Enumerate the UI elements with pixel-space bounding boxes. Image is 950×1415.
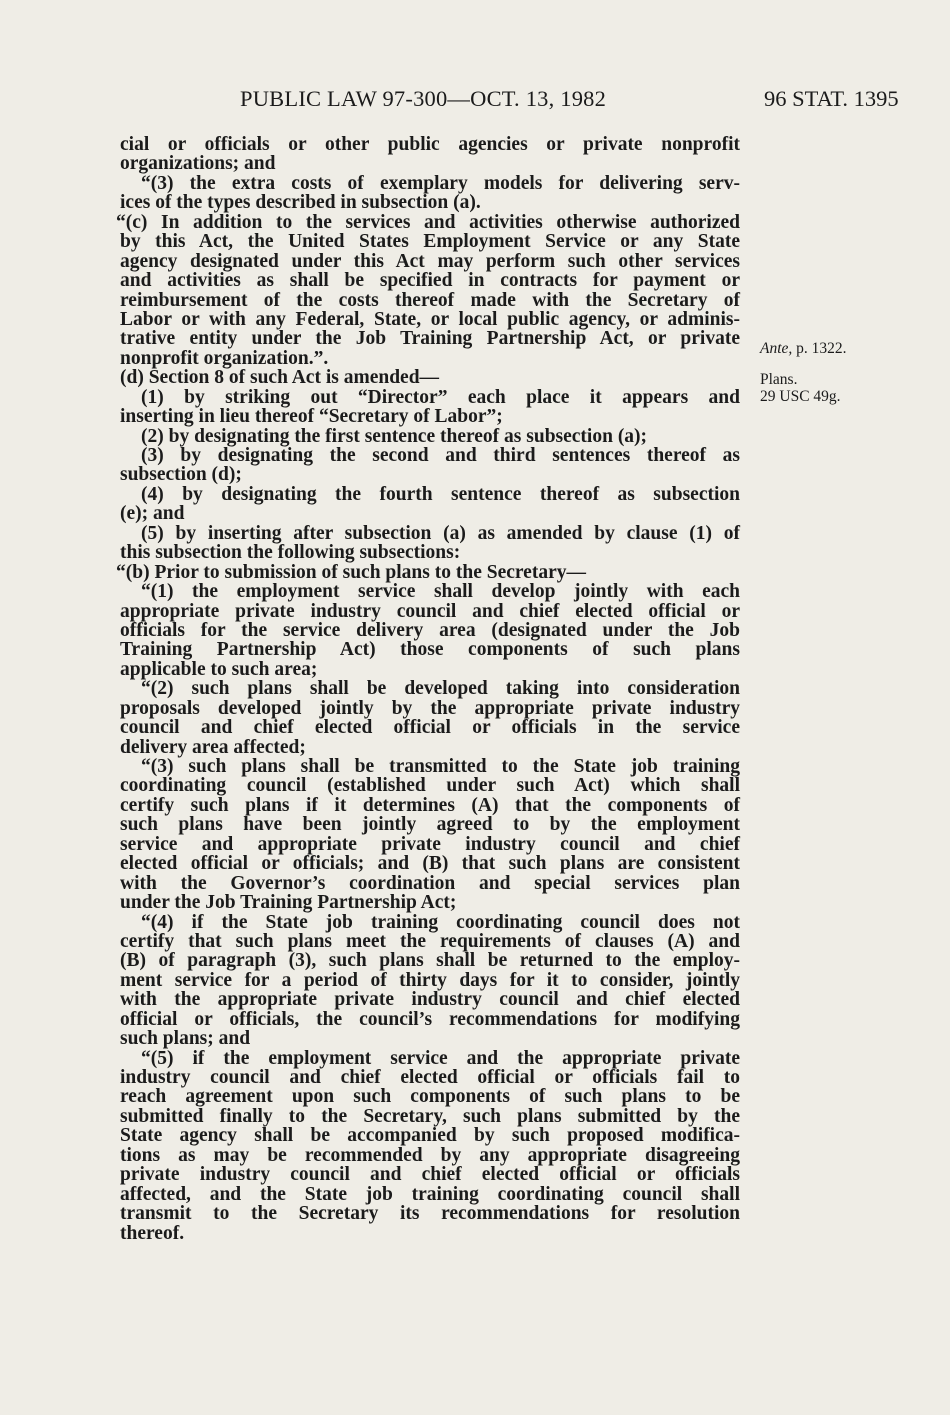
text-line: ices of the types described in subsection (a). (120, 192, 481, 214)
text-line: reimbursement of the costs thereof made with the Secretary of (120, 289, 740, 311)
text-line: (e); and (120, 503, 185, 525)
margin-note-ante-page: p. 1322. (792, 340, 847, 357)
text-line: submitted finally to the Secretary, such plans submitted by the (120, 1105, 740, 1127)
text-line: organizations; and (120, 153, 276, 175)
text-line: inserting in lieu thereof “Secretary of Labor”; (120, 406, 503, 428)
text-line: appropriate private industry council and chief elected official or (120, 600, 740, 622)
text-line: with the Governor’s coordination and special services plan (120, 872, 740, 894)
text-line: (2) by designating the first sentence thereof as subsection (a); (141, 425, 648, 447)
text-line: “(3) such plans shall be transmitted to the State job training (141, 756, 740, 777)
text-line: cial or officials or other public agencies or private nonprofit (120, 134, 740, 155)
text-line: (4) by designating the fourth sentence thereof as subsection (141, 483, 740, 505)
text-line: (B) of paragraph (3), such plans shall be returned to the employ- (120, 950, 740, 972)
text-line: such plans; and (120, 1028, 251, 1050)
text-line: official or officials, the council’s recommendations for modifying (120, 1008, 740, 1030)
running-header-title: PUBLIC LAW 97-300—OCT. 13, 1982 (240, 86, 607, 111)
text-line: “(b) Prior to submission of such plans to the Secretary— (116, 561, 586, 583)
text-line: “(1) the employment service shall develop jointly with each (141, 581, 740, 603)
text-line: certify that such plans meet the requirements of clauses (A) and (120, 930, 740, 952)
text-line: thereof. (120, 1222, 185, 1244)
text-line: transmit to the Secretary its recommendations for resolution (120, 1203, 740, 1225)
text-line: subsection (d); (120, 464, 242, 486)
text-line: officials for the service delivery area (designated under the Job (120, 619, 740, 641)
text-line: service and appropriate private industry council and chief (120, 833, 740, 855)
text-line: delivery area affected; (120, 736, 306, 758)
text-line: State agency shall be accompanied by such proposed modifica- (120, 1125, 740, 1147)
text-line: “(4) if the State job training coordinating council does not (141, 911, 740, 933)
margin-note-usc: 29 USC 49g. (760, 388, 841, 405)
text-line: (3) by designating the second and third sentences thereof as (141, 445, 740, 466)
text-line: and activities as shall be specified in contracts for payment or (120, 270, 740, 292)
margin-note-ante-italic: Ante, (760, 340, 793, 357)
text-line: private industry council and chief elected official or officials (120, 1164, 740, 1186)
text-line: elected official or officials; and (B) that such plans are consistent (120, 853, 740, 875)
text-line: (5) by inserting after subsection (a) as amended by clause (1) of (141, 522, 740, 544)
text-line: “(2) such plans shall be developed taking into consideration (141, 678, 740, 700)
text-line: such plans have been jointly agreed to by the employment (120, 814, 740, 836)
statute-body-text (116, 134, 740, 1244)
text-line: council and chief elected official or officials in the service (120, 717, 740, 739)
text-line: this subsection the following subsections: (120, 542, 461, 564)
text-line: affected, and the State job training coordinating council shall (120, 1183, 740, 1205)
text-line: ment service for a period of thirty days for it to consider, jointly (120, 969, 740, 991)
text-line: agency designated under this Act may perform such other services (120, 250, 740, 272)
text-line: proposals developed jointly by the appropriate private industry (120, 697, 740, 719)
text-line: “(3) the extra costs of exemplary models for delivering serv- (141, 172, 740, 194)
text-line: Training Partnership Act) those components of such plans (120, 639, 740, 661)
text-line: coordinating council (established under such Act) which shall (120, 775, 740, 797)
text-line: industry council and chief elected official or officials fail to (120, 1067, 740, 1088)
margin-note-ante (760, 340, 847, 357)
margin-note-plans: Plans. (760, 371, 798, 388)
text-line: “(c) In addition to the services and activities otherwise authorized (116, 211, 740, 233)
text-line: with the appropriate private industry council and chief elected (120, 989, 740, 1011)
text-line: certify such plans if it determines (A) that the components of (120, 794, 740, 816)
text-line: by this Act, the United States Employment Service or any State (120, 231, 740, 253)
text-line: (1) by striking out “Director” each place it appears and (141, 386, 740, 408)
text-line: applicable to such area; (120, 658, 318, 680)
text-line: under the Job Training Partnership Act; (120, 892, 457, 914)
text-line: Labor or with any Federal, State, or local public agency, or adminis- (120, 308, 740, 330)
statute-page-number: 96 STAT. 1395 (764, 86, 899, 111)
text-line: reach agreement upon such components of such plans to be (120, 1086, 740, 1108)
text-line: “(5) if the employment service and the appropriate private (141, 1047, 740, 1069)
text-line: nonprofit organization.”. (120, 347, 329, 369)
text-line: trative entity under the Job Training Partnership Act, or private (120, 328, 740, 350)
text-line: tions as may be recommended by any appropriate disagreeing (120, 1144, 740, 1166)
text-line: (d) Section 8 of such Act is amended— (120, 367, 440, 389)
